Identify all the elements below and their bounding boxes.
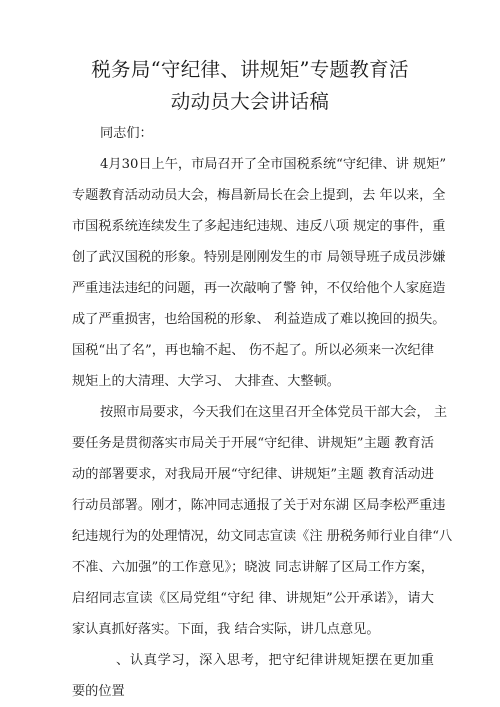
paragraph-1-line: 市国税系统连续发生了多起违纪违规、违反八项 规定的事件，重 — [72, 219, 446, 234]
salutation: 同志们： — [100, 126, 153, 141]
paragraph-2-line: 行动员部署。刚才，陈冲同志通报了关于对东湖 区局李松严重违 — [72, 498, 446, 513]
paragraph-2-line: 按照市局要求，今天我们在这里召开全体党员干部大会， 主 — [100, 405, 448, 420]
paragraph-2-line: 动的部署要求，对我局开展“守纪律、讲规矩”主题 教育活动进 — [72, 467, 434, 482]
section-heading-line: 、认真学习，深入思考，把守纪律讲规矩摆在更加重 — [116, 653, 434, 668]
paragraph-1-line: 专题教育活动动员大会，梅昌新局长在会上提到，去 年以来，全 — [72, 188, 446, 203]
paragraph-1-line: 严重违法违纪的问题，再一次敲响了警 钟，不仅给他个人家庭造 — [72, 281, 446, 296]
paragraph-1-line: 规矩上的大清理、大学习、 大排查、大整顿。 — [72, 374, 340, 389]
paragraph-1-line: 国税“出了名”，再也输不起、 伤不起了。所以必须来一次纪律 — [72, 343, 434, 358]
paragraph-1-line: 创了武汉国税的形象。特别是刚刚发生的市 局领导班子成员涉嫌 — [72, 250, 446, 265]
paragraph-2-line: 不准、六加强”的工作意见》；晓波 同志讲解了区局工作方案， — [72, 560, 434, 575]
paragraph-2-line: 纪违规行为的处理情况，幼文同志宣读《注 册税务师行业自律“八 — [72, 529, 453, 544]
title-line-1: 税务局“守纪律、讲规矩”专题教育活 — [91, 58, 409, 81]
paragraph-2-line: 要任务是贯彻落实市局关于开展“守纪律、讲规矩”主题 教育活 — [72, 436, 434, 451]
paragraph-1-line: 成了严重损害，也给国税的形象、 利益造成了难以挽回的损失。 — [72, 312, 446, 327]
section-heading-line: 要的位置 — [72, 684, 125, 699]
paragraph-2-line: 家认真抓好落实。下面，我 结合实际，讲几点意见。 — [72, 622, 380, 637]
title-line-2: 动动员大会讲话稿 — [170, 90, 330, 113]
paragraph-2-line: 启绍同志宣读《区局党组“守纪 律、讲规矩”公开承诺》，请大 — [72, 591, 434, 606]
paragraph-1-line: 4月30日上午，市局召开了全市国税系统“守纪律、讲 规矩” — [100, 157, 447, 172]
